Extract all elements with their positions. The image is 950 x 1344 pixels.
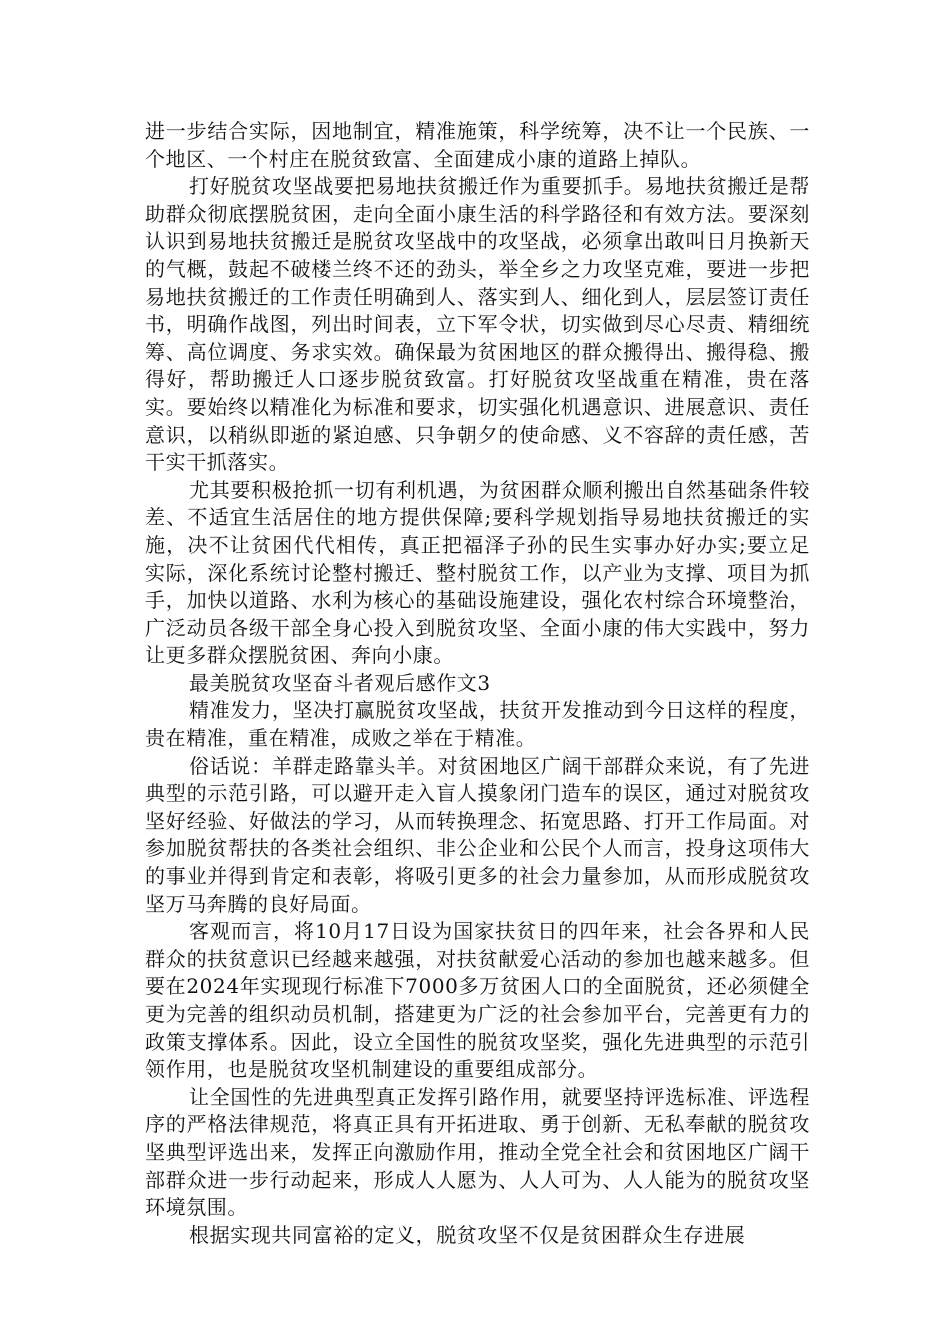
paragraph: 打好脱贫攻坚战要把易地扶贫搬迁作为重要抓手。易地扶贫搬迁是帮助群众彻底摆脱贫困，走向全面小康生活的科学路径和有效方法。要深刻认识到易地扶贫搬迁是脱贫攻坚战中的攻坚战，必须拿出敢叫日月换新天的气概，鼓起不破楼兰终不还的劲头，举全乡之力攻坚克难，要进一步把易地扶贫搬迁的工作责任明确到人、落实到人、细化到人，层层签订责任书，明确作战图，列出时间表，立下军令状，切实做到尽心尽责、精细统筹、高位调度、务求实效。确保最为贫困地区的群众搬得出、搬得稳、搬得好，帮助搬迁人口逐步脱贫致富。打好脱贫攻坚战重在精准，贵在落实。要始终以精准化为标准和要求，切实强化机遇意识、进展意识、责任意识，以稍纵即逝的紧迫感、只争朝夕的使命感、义不容辞的责任感，苦干实干抓落实。 [145,174,810,475]
section-heading: 最美脱贫攻坚奋斗者观后感作文3 [189,670,491,695]
paragraph: 精准发力，坚决打赢脱贫攻坚战，扶贫开发推动到今日这样的程度，贵在精准，重在精准，成败之举在于精准。 [145,698,810,751]
paragraph: 根据实现共同富裕的定义，脱贫攻坚不仅是贫困群众生存进展 [189,1222,746,1247]
paragraph: 客观而言，将10月17日设为国家扶贫日的四年来，社会各界和人民群众的扶贫意识已经越来越强，对扶贫献爱心活动的参加也越来越多。但要在2024年实现现行标准下7000多万贫困人口的全面脱贫，还必须健全更为完善的组织动员机制，搭建更为广泛的社会参加平台，完善更有力的政策支撑体系。因此，设立全国性的脱贫攻坚奖，强化先进典型的示范引领作用，也是脱贫攻坚机制建设的重要组成部分。 [145,919,810,1082]
paragraph: 俗话说：羊群走路靠头羊。对贫困地区广阔干部群众来说，有了先进典型的示范引路，可以避开走入盲人摸象闭门造车的误区，通过对脱贫攻坚好经验、好做法的学习，从而转换理念、拓宽思路、打开工作局面。对参加脱贫帮扶的各类社会组织、非公企业和公民个人而言，投身这项伟大的事业并得到肯定和表彰，将吸引更多的社会力量参加，从而形成脱贫攻坚万马奔腾的良好局面。 [145,753,810,916]
paragraph-continued: 进一步结合实际，因地制宜，精准施策，科学统筹，决不让一个民族、一个地区、一个村庄在脱贫致富、全面建成小康的道路上掉队。 [145,119,810,171]
document-body [145,118,810,1249]
paragraph: 尤其要积极抢抓一切有利机遇，为贫困群众顺利搬出自然基础条件较差、不适宜生活居住的地方提供保障;要科学规划指导易地扶贫搬迁的实施，决不让贫困代代相传，真正把福泽子孙的民生实事办好办实;要立足实际，深化系统讨论整村搬迁、整村脱贫工作，以产业为支撑、项目为抓手，加快以道路、水利为核心的基础设施建设，强化农村综合环境整治，广泛动员各级干部全身心投入到脱贫攻坚、全面小康的伟大实践中，努力让更多群众摆脱贫困、奔向小康。 [145,477,810,668]
paragraph: 让全国性的先进典型真正发挥引路作用，就要坚持评选标准、评选程序的严格法律规范，将真正具有开拓进取、勇于创新、无私奉献的脱贫攻坚典型评选出来，发挥正向激励作用，推动全党全社会和贫困地区广阔干部群众进一步行动起来，形成人人愿为、人人可为、人人能为的脱贫攻坚环境氛围。 [145,1084,810,1220]
